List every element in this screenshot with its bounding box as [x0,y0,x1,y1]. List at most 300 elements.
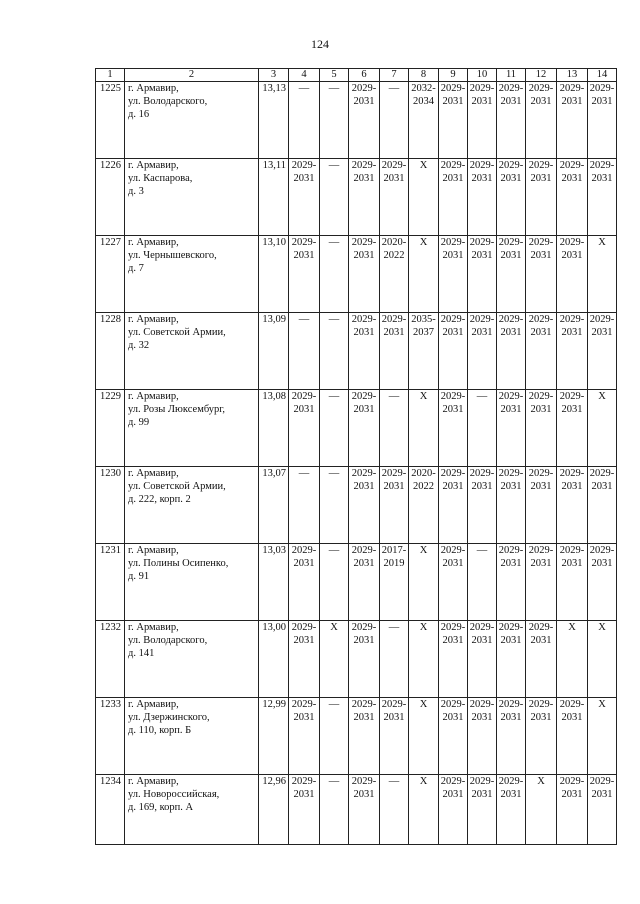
address-line: г. Армавир, [128,776,179,787]
schedule-cell [380,467,409,544]
schedule-value: X [598,622,606,633]
schedule-cell [526,82,557,159]
schedule-value: 2029- 2031 [291,699,317,723]
schedule-cell [497,698,526,775]
table-row [96,544,617,621]
schedule-cell [497,82,526,159]
table-body [96,82,617,845]
schedule-value: 2029- 2031 [559,391,585,415]
schedule-cell [557,159,588,236]
schedule-cell [557,698,588,775]
schedule-value: X [419,545,428,556]
address-line: д. 16 [128,109,150,120]
schedule-cell [497,544,526,621]
schedule-value: 2029- 2031 [589,776,615,800]
address-cell [125,775,259,845]
schedule-value: X [568,622,576,633]
row-number: 1229 [96,390,125,467]
schedule-cell [439,775,468,845]
schedule-cell [526,159,557,236]
schedule-value: — [476,391,488,402]
schedule-cell [526,544,557,621]
address-line: г. Армавир, [128,468,179,479]
schedule-cell [409,82,439,159]
address-line: ул. Каспарова, [128,173,193,184]
schedule-cell [497,159,526,236]
schedule-value: 2029- 2031 [440,83,466,107]
schedule-cell [439,313,468,390]
schedule-value: 2029- 2031 [351,622,377,646]
address-cell [125,313,259,390]
schedule-cell [468,621,497,698]
table-row [96,698,617,775]
address-line: д. 91 [128,571,150,582]
schedule-value: 2029- 2031 [498,776,524,800]
schedule-cell [349,698,380,775]
schedule-cell [526,621,557,698]
schedule-value: X [419,622,428,633]
schedule-cell [526,698,557,775]
schedule-cell [409,313,439,390]
schedule-value: 2029- 2031 [559,237,585,261]
schedule-cell [497,775,526,845]
schedule-cell [557,775,588,845]
address-line: д. 222, корп. 2 [128,494,191,505]
schedule-value: 2035- 2037 [411,314,436,338]
area-cell: 13,09 [259,313,289,390]
table-row [96,390,617,467]
schedule-value: — [388,83,400,94]
address-line: д. 99 [128,417,150,428]
schedule-cell [349,82,380,159]
schedule-cell [526,236,557,313]
schedule-cell [320,698,349,775]
column-header: 9 [439,69,468,82]
schedule-cell [557,467,588,544]
address-line: г. Армавир, [128,83,179,94]
area-cell: 12,96 [259,775,289,845]
schedule-cell [468,313,497,390]
schedule-cell [526,313,557,390]
schedule-value: — [328,468,340,479]
address-line: ул. Розы Люксембург, [128,404,226,415]
schedule-value: 2029- 2031 [528,83,554,107]
schedule-cell [320,82,349,159]
address-line: д. 169, корп. А [128,802,194,813]
column-header: 10 [468,69,497,82]
schedule-cell [497,467,526,544]
schedule-value: 2029- 2031 [351,545,377,569]
schedule-cell [320,775,349,845]
table-row [96,313,617,390]
schedule-value: — [298,83,310,94]
schedule-cell [588,236,617,313]
column-header: 4 [289,69,320,82]
schedule-cell [380,621,409,698]
schedule-value: 2029- 2031 [351,699,377,723]
schedule-value: — [328,83,340,94]
column-header: 14 [588,69,617,82]
schedule-cell [526,467,557,544]
schedule-cell [439,621,468,698]
schedule-cell [409,236,439,313]
column-header: 1 [96,69,125,82]
schedule-cell [588,775,617,845]
schedule-value: 2029- 2031 [469,622,495,646]
schedule-cell [320,159,349,236]
schedule-value: 2029- 2031 [528,314,554,338]
table-row [96,159,617,236]
row-number: 1226 [96,159,125,236]
address-line: ул. Чернышевского, [128,250,217,261]
row-number: 1233 [96,698,125,775]
schedule-cell [557,236,588,313]
schedule-cell [380,390,409,467]
schedule-value: 2032- 2034 [411,83,436,107]
column-header: 13 [557,69,588,82]
table-row [96,467,617,544]
schedule-value: 2029- 2031 [559,314,585,338]
schedule-cell [557,390,588,467]
schedule-cell [289,544,320,621]
address-line: ул. Володарского, [128,635,208,646]
row-number: 1225 [96,82,125,159]
area-cell: 13,00 [259,621,289,698]
column-header: 5 [320,69,349,82]
address-cell [125,544,259,621]
schedule-cell [468,159,497,236]
schedule-value: — [328,699,340,710]
schedule-value: 2029- 2031 [559,699,585,723]
schedule-cell [497,313,526,390]
schedule-value: — [298,468,310,479]
schedule-cell [439,236,468,313]
schedule-cell [468,82,497,159]
area-cell: 13,10 [259,236,289,313]
schedule-value: 2029- 2031 [351,314,377,338]
schedule-cell [349,390,380,467]
schedule-cell [289,621,320,698]
schedule-value: — [328,391,340,402]
area-cell: 13,08 [259,390,289,467]
schedule-cell [289,236,320,313]
schedule-cell [289,467,320,544]
schedule-value: 2029- 2031 [498,237,524,261]
schedule-cell [289,82,320,159]
address-cell [125,82,259,159]
schedule-value: 2029- 2031 [469,776,495,800]
schedule-value: 2029- 2031 [498,622,524,646]
area-cell: 13,13 [259,82,289,159]
schedule-cell [349,313,380,390]
schedule-cell [320,313,349,390]
schedule-value: X [419,160,428,171]
schedule-value: 2029- 2031 [559,468,585,492]
schedule-value: 2029- 2031 [440,314,466,338]
schedule-cell [588,467,617,544]
page-number: 124 [311,37,329,51]
schedule-value: 2029- 2031 [528,237,554,261]
address-line: ул. Полины Осипенко, [128,558,229,569]
schedule-cell [468,544,497,621]
schedule-value: 2029- 2031 [559,83,585,107]
schedule-value: 2029- 2031 [469,160,495,184]
schedule-value: 2029- 2031 [498,160,524,184]
area-cell: 13,11 [259,159,289,236]
schedule-value: 2029- 2031 [351,468,377,492]
column-header: 2 [125,69,259,82]
schedule-cell [588,313,617,390]
column-header: 3 [259,69,289,82]
schedule-value: 2020- 2022 [411,468,436,492]
address-cell [125,236,259,313]
schedule-value: 2029- 2031 [440,699,466,723]
schedule-value: X [419,776,428,787]
schedule-value: 2020- 2022 [381,237,407,261]
schedule-value: — [388,391,400,402]
schedule-cell [409,698,439,775]
schedule-cell [289,775,320,845]
address-line: г. Армавир, [128,545,179,556]
schedule-cell [588,82,617,159]
schedule-value: 2029- 2031 [528,391,554,415]
table-row [96,236,617,313]
schedule-value: X [598,391,606,402]
schedule-cell [557,313,588,390]
schedule-cell [439,159,468,236]
schedule-value: 2029- 2031 [498,314,524,338]
schedule-value: 2029- 2031 [291,776,317,800]
schedule-cell [320,467,349,544]
row-number: 1231 [96,544,125,621]
schedule-cell [497,390,526,467]
table-row [96,621,617,698]
column-header: 12 [526,69,557,82]
schedule-value: 2029- 2031 [528,545,554,569]
schedule-cell [349,544,380,621]
address-cell [125,159,259,236]
schedule-value: 2029- 2031 [528,622,554,646]
column-header: 6 [349,69,380,82]
schedule-value: 2029- 2031 [381,699,407,723]
address-cell [125,621,259,698]
schedule-value: 2029- 2031 [351,83,377,107]
address-line: ул. Советской Армии, [128,481,226,492]
schedule-cell [409,467,439,544]
schedule-value: 2029- 2031 [498,699,524,723]
schedule-cell [526,775,557,845]
schedule-value: X [419,237,428,248]
schedule-value: X [598,237,606,248]
schedule-value: — [328,314,340,325]
schedule-cell [557,544,588,621]
schedule-cell [439,390,468,467]
schedule-value: — [388,776,400,787]
address-line: г. Армавир, [128,391,179,402]
schedule-value: — [328,776,340,787]
schedule-cell [380,159,409,236]
schedule-value: 2029- 2031 [291,545,317,569]
schedule-value: 2029- 2031 [589,545,615,569]
schedule-cell [439,544,468,621]
schedule-value: 2029- 2031 [291,237,317,261]
schedule-value: 2029- 2031 [498,545,524,569]
address-cell [125,698,259,775]
schedule-cell [588,390,617,467]
row-number: 1232 [96,621,125,698]
schedule-cell [409,544,439,621]
row-number: 1230 [96,467,125,544]
schedule-cell [380,82,409,159]
schedule-cell [349,621,380,698]
column-header: 8 [409,69,439,82]
schedule-cell [289,313,320,390]
row-number: 1228 [96,313,125,390]
schedule-value: X [598,699,606,710]
schedule-cell [468,467,497,544]
schedule-cell [380,698,409,775]
schedule-value: X [330,622,338,633]
schedule-cell [497,236,526,313]
schedule-value: 2029- 2031 [291,160,317,184]
schedule-cell [439,698,468,775]
schedule-cell [380,313,409,390]
schedule-value: 2029- 2031 [589,468,615,492]
schedule-cell [439,467,468,544]
schedule-cell [320,621,349,698]
schedule-value: 2029- 2031 [498,391,524,415]
row-number: 1227 [96,236,125,313]
schedule-value: — [328,237,340,248]
address-line: д. 141 [128,648,155,659]
schedule-value: 2029- 2031 [589,83,615,107]
area-cell: 13,07 [259,467,289,544]
table-row [96,82,617,159]
schedule-cell [409,775,439,845]
schedule-cell [588,698,617,775]
schedule-cell [409,621,439,698]
schedule-value: 2029- 2031 [559,160,585,184]
schedule-value: — [328,160,340,171]
schedule-cell [320,236,349,313]
schedule-value: 2029- 2031 [469,699,495,723]
schedule-cell [557,82,588,159]
schedule-value: 2029- 2031 [381,160,407,184]
schedule-cell [557,621,588,698]
address-line: д. 110, корп. Б [128,725,192,736]
repair-schedule-table [95,68,617,845]
schedule-value: — [476,545,488,556]
schedule-cell [468,390,497,467]
schedule-cell [289,698,320,775]
column-header: 11 [497,69,526,82]
address-cell [125,467,259,544]
schedule-value: 2029- 2031 [440,776,466,800]
schedule-cell [588,544,617,621]
schedule-cell [588,621,617,698]
schedule-value: 2029- 2031 [351,237,377,261]
schedule-value: 2029- 2031 [559,776,585,800]
schedule-value: X [419,391,428,402]
schedule-value: 2029- 2031 [469,314,495,338]
address-line: г. Армавир, [128,237,179,248]
schedule-cell [468,775,497,845]
schedule-value: 2029- 2031 [351,160,377,184]
address-line: д. 3 [128,186,144,197]
schedule-cell [468,236,497,313]
schedule-value: 2029- 2031 [351,776,377,800]
schedule-value: 2029- 2031 [469,237,495,261]
schedule-cell [439,82,468,159]
schedule-cell [468,698,497,775]
schedule-cell [320,390,349,467]
schedule-value: 2029- 2031 [498,83,524,107]
schedule-value: 2029- 2031 [528,468,554,492]
address-line: ул. Советской Армии, [128,327,226,338]
schedule-cell [409,390,439,467]
address-line: д. 7 [128,263,144,274]
address-line: д. 32 [128,340,150,351]
area-cell: 12,99 [259,698,289,775]
schedule-cell [349,236,380,313]
schedule-value: 2029- 2031 [559,545,585,569]
schedule-value: 2029- 2031 [469,83,495,107]
row-number: 1234 [96,775,125,845]
area-cell: 13,03 [259,544,289,621]
schedule-cell [380,236,409,313]
column-header: 7 [380,69,409,82]
schedule-cell [380,544,409,621]
schedule-value: — [328,545,340,556]
schedule-cell [289,159,320,236]
schedule-value: 2029- 2031 [440,468,466,492]
schedule-cell [526,390,557,467]
schedule-value: 2029- 2031 [528,699,554,723]
schedule-cell [380,775,409,845]
schedule-cell [349,467,380,544]
schedule-cell [497,621,526,698]
address-line: ул. Новороссийская, [128,789,220,800]
schedule-value: — [388,622,400,633]
schedule-cell [349,775,380,845]
schedule-value: 2029- 2031 [440,237,466,261]
schedule-value: 2017- 2019 [381,545,407,569]
schedule-value: 2029- 2031 [440,622,466,646]
table-row [96,775,617,845]
schedule-value: 2029- 2031 [291,391,317,415]
schedule-value: 2029- 2031 [589,160,615,184]
schedule-value: 2029- 2031 [528,160,554,184]
schedule-value: 2029- 2031 [440,391,466,415]
address-cell [125,390,259,467]
schedule-cell [409,159,439,236]
address-line: г. Армавир, [128,160,179,171]
schedule-value: X [537,776,545,787]
address-line: ул. Володарского, [128,96,208,107]
address-line: г. Армавир, [128,699,179,710]
address-line: ул. Дзержинского, [128,712,210,723]
schedule-value: — [298,314,310,325]
schedule-value: 2029- 2031 [381,468,407,492]
table-header-row [96,69,617,82]
schedule-cell [320,544,349,621]
schedule-value: 2029- 2031 [381,314,407,338]
schedule-value: X [419,699,428,710]
schedule-value: 2029- 2031 [589,314,615,338]
address-line: г. Армавир, [128,314,179,325]
schedule-value: 2029- 2031 [440,545,466,569]
schedule-value: 2029- 2031 [440,160,466,184]
